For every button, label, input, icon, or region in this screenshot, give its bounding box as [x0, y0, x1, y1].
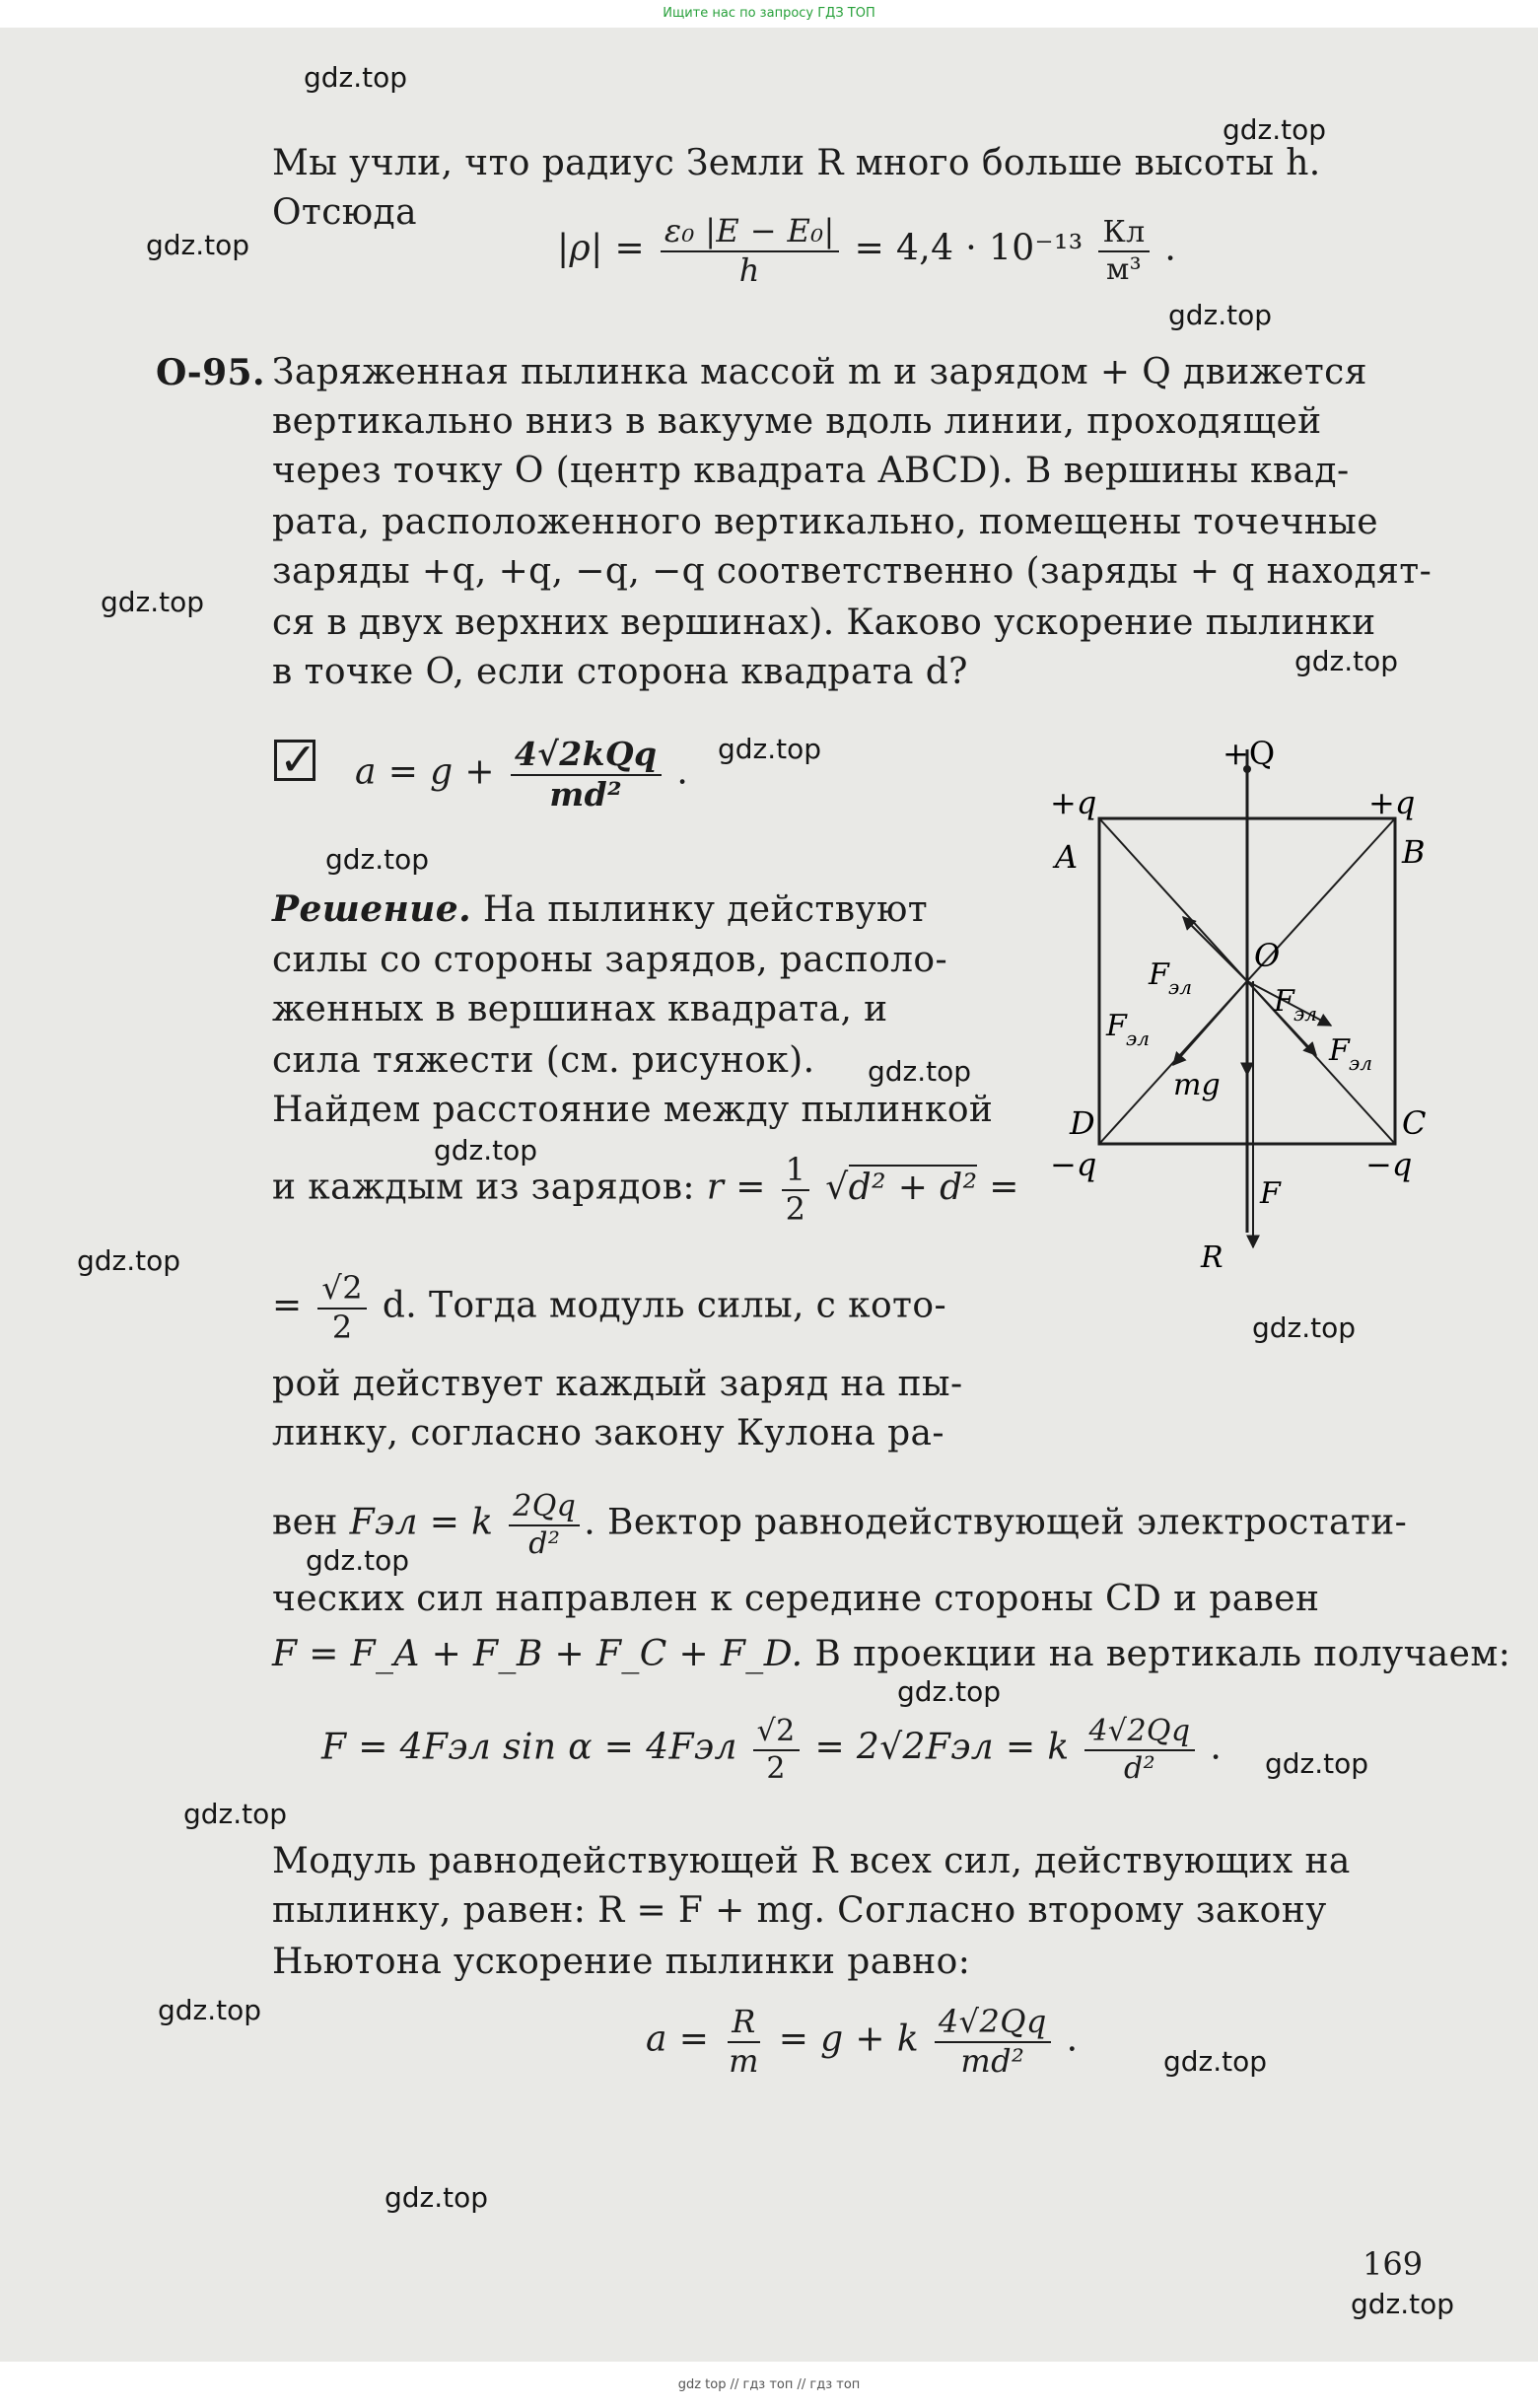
solution-line: рой действует каждый заряд на пы- — [272, 1364, 963, 1404]
watermark: gdz.top — [1163, 2045, 1268, 2078]
solution-text: На пылинку действуют — [482, 889, 929, 930]
solution-line-projection — [321, 1716, 1222, 1784]
watermark: gdz.top — [384, 2181, 489, 2214]
center-O: O — [1254, 937, 1281, 974]
answer-end: . — [676, 751, 689, 793]
solution-line — [272, 888, 929, 930]
answer-fraction — [511, 735, 662, 814]
intro-formula — [557, 212, 1177, 289]
watermark: gdz.top — [146, 229, 250, 261]
final-fraction-1 — [725, 2003, 763, 2080]
problem-line: Заряженная пылинка массой m и зарядом + Q движется — [272, 352, 1367, 392]
F-label: F — [1260, 1176, 1281, 1211]
fraction-numerator: √2 — [317, 1272, 367, 1310]
sqrt-content: d² + d² — [849, 1165, 978, 1208]
force-subscript: эл — [1349, 1051, 1372, 1075]
watermark: gdz.top — [77, 1244, 181, 1277]
fraction-numerator: 1 — [782, 1154, 810, 1191]
fraction-denominator: md² — [549, 774, 622, 814]
formula-mid: = g + k — [778, 2018, 920, 2060]
watermark: gdz.top — [1168, 299, 1273, 331]
problem-line: вертикально вниз в вакууме вдоль линии, проходящей — [272, 401, 1322, 442]
coulomb-fraction — [509, 1491, 580, 1559]
force-label: F — [1149, 957, 1169, 992]
solution-line: силы со стороны зарядов, располо- — [272, 940, 948, 980]
label-Q: +Q — [1223, 735, 1276, 772]
mg-label: mg — [1173, 1068, 1221, 1102]
solution-text: и каждым из зарядов: — [272, 1167, 695, 1208]
solution-text: . Вектор равнодействующей электростати- — [584, 1502, 1408, 1543]
charges-diagram — [1045, 730, 1459, 1282]
solution-line-distance-result — [272, 1269, 947, 1346]
watermark: gdz.top — [868, 1055, 972, 1088]
problem-line: заряды +q, +q, −q, −q соответственно (заряды + q находят- — [272, 551, 1433, 592]
answer-formula — [355, 735, 689, 814]
answer-checkbox-icon — [274, 733, 317, 786]
projection-formula: = 2√2Fэл = k — [814, 1727, 1070, 1768]
R-label: R — [1201, 1240, 1223, 1275]
formula-lhs: r = — [706, 1167, 766, 1208]
solution-line: ческих сил направлен к середине стороны CD и равен — [272, 1579, 1320, 1619]
solution-line: сила тяжести (см. рисунок). — [272, 1040, 815, 1081]
solution-final-formula — [646, 2003, 1079, 2080]
fraction-denominator: d² — [528, 1525, 561, 1561]
fraction-denominator: 2 — [785, 1189, 806, 1228]
force-label: F — [1106, 1009, 1127, 1043]
fraction-numerator: 2Qq — [509, 1491, 580, 1526]
solution-text: d. Тогда модуль силы, с кото- — [382, 1285, 947, 1326]
top-banner: Ищите нас по запросу ГДЗ ТОП — [0, 0, 1538, 28]
problem-number: О-95. — [156, 352, 265, 393]
force-subscript: эл — [1293, 1002, 1317, 1026]
fraction-denominator: 2 — [766, 1750, 786, 1786]
label-q-top-right: +q — [1368, 784, 1416, 821]
formula-end: . — [1210, 1727, 1223, 1768]
solution-line: линку, согласно закону Кулона ра- — [272, 1413, 944, 1453]
force-label: F — [1329, 1033, 1350, 1068]
coulomb-formula: Fэл = k — [349, 1502, 494, 1543]
formula-value: = 4,4 · 10⁻¹³ — [854, 228, 1084, 269]
watermark: gdz.top — [434, 1134, 538, 1167]
solution-line: Ньютона ускорение пылинки равно: — [272, 1942, 971, 1982]
fraction-denominator: md² — [960, 2041, 1025, 2080]
problem-line: в точке O, если сторона квадрата d? — [272, 652, 968, 692]
solution-line: пылинку, равен: R = F + mg. Согласно второму закону — [272, 1890, 1327, 1931]
vector-sum-formula: F = F_A + F_B + F_C + F_D. — [272, 1634, 804, 1674]
solution-title: Решение. — [272, 888, 472, 930]
formula-end: . — [1164, 228, 1177, 269]
solution-text: вен — [272, 1502, 338, 1543]
force-label: F — [1274, 984, 1294, 1019]
bottom-banner: gdz top // гдз топ // гдз топ — [0, 2362, 1538, 2408]
watermark: gdz.top — [304, 61, 408, 94]
problem-line: через точку O (центр квадрата ABCD). В вершины квад- — [272, 451, 1350, 491]
projection-formula: F = 4Fэл sin α = 4Fэл — [321, 1727, 737, 1768]
fraction-numerator: 4√2Qq — [935, 2006, 1051, 2043]
final-fraction-2 — [935, 2003, 1051, 2080]
solution-line: женных в вершинах квадрата, и — [272, 989, 888, 1029]
root-fraction — [317, 1269, 367, 1346]
solution-line: Модуль равнодействующей R всех сил, действующих на — [272, 1841, 1351, 1881]
force-subscript: эл — [1126, 1027, 1150, 1050]
label-q-bottom-left: −q — [1050, 1146, 1097, 1183]
watermark: gdz.top — [718, 733, 822, 765]
projection-fraction-2 — [1084, 1716, 1194, 1784]
label-q-bottom-right: −q — [1365, 1146, 1413, 1183]
force-subscript: эл — [1168, 975, 1192, 999]
fraction-numerator: R — [728, 2006, 760, 2043]
projection-fraction — [753, 1716, 800, 1784]
watermark: gdz.top — [1265, 1747, 1369, 1780]
formula-end: . — [1066, 2018, 1079, 2060]
page-number: 169 — [1363, 2245, 1424, 2283]
unit-numerator: Кл — [1098, 217, 1149, 252]
formula-end: = — [989, 1167, 1019, 1208]
fraction-numerator: 4√2kQq — [511, 738, 662, 776]
watermark: gdz.top — [1223, 113, 1327, 146]
vertex-A: A — [1055, 838, 1079, 876]
solution-line-coulomb — [272, 1491, 1407, 1559]
vertex-D: D — [1070, 1104, 1095, 1142]
problem-line: рата, расположенного вертикально, помещены точечные — [272, 502, 1378, 542]
watermark: gdz.top — [325, 843, 430, 876]
formula-fraction — [661, 212, 839, 289]
force-arrow — [1183, 917, 1247, 981]
fraction-numerator: ε₀ |E − E₀| — [661, 215, 839, 252]
watermark: gdz.top — [897, 1675, 1002, 1708]
check-icon: ✓ — [279, 733, 317, 786]
vertex-C: C — [1402, 1104, 1427, 1142]
half-fraction — [782, 1151, 810, 1228]
solution-line: Найдем расстояние между пылинкой — [272, 1090, 994, 1130]
label-q-top-left: +q — [1050, 784, 1097, 821]
solution-line-vector-sum — [272, 1634, 1511, 1674]
watermark: gdz.top — [183, 1798, 288, 1830]
watermark: gdz.top — [1351, 2288, 1455, 2320]
problem-line: ся в двух верхних вершинах). Каково ускорение пылинки — [272, 602, 1376, 643]
watermark: gdz.top — [1252, 1311, 1357, 1344]
vertex-B: B — [1402, 833, 1426, 871]
formula-lhs: = — [272, 1285, 303, 1326]
watermark: gdz.top — [1294, 645, 1399, 677]
intro-line-2: Отсюда — [272, 192, 417, 233]
intro-line-1: Мы учли, что радиус Земли R много больше высоты h. — [272, 143, 1321, 183]
fraction-denominator: h — [738, 250, 760, 289]
solution-text: В проекции на вертикаль получаем: — [814, 1634, 1511, 1674]
unit-fraction — [1098, 217, 1149, 285]
formula-lhs: |ρ| = — [557, 228, 646, 269]
fraction-denominator: 2 — [331, 1308, 353, 1346]
fraction-numerator: 4√2Qq — [1084, 1716, 1194, 1751]
watermark: gdz.top — [158, 1994, 262, 2026]
watermark: gdz.top — [101, 586, 205, 618]
unit-denominator: м³ — [1105, 251, 1143, 287]
watermark: gdz.top — [306, 1544, 410, 1577]
formula-lhs: a = — [646, 2018, 710, 2060]
answer-lhs: a = g + — [355, 751, 495, 793]
solution-line-distance — [272, 1151, 1019, 1228]
fraction-numerator: √2 — [753, 1716, 800, 1751]
fraction-denominator: m — [729, 2041, 759, 2080]
sqrt-icon: √ — [825, 1167, 849, 1208]
fraction-denominator: d² — [1123, 1750, 1155, 1786]
